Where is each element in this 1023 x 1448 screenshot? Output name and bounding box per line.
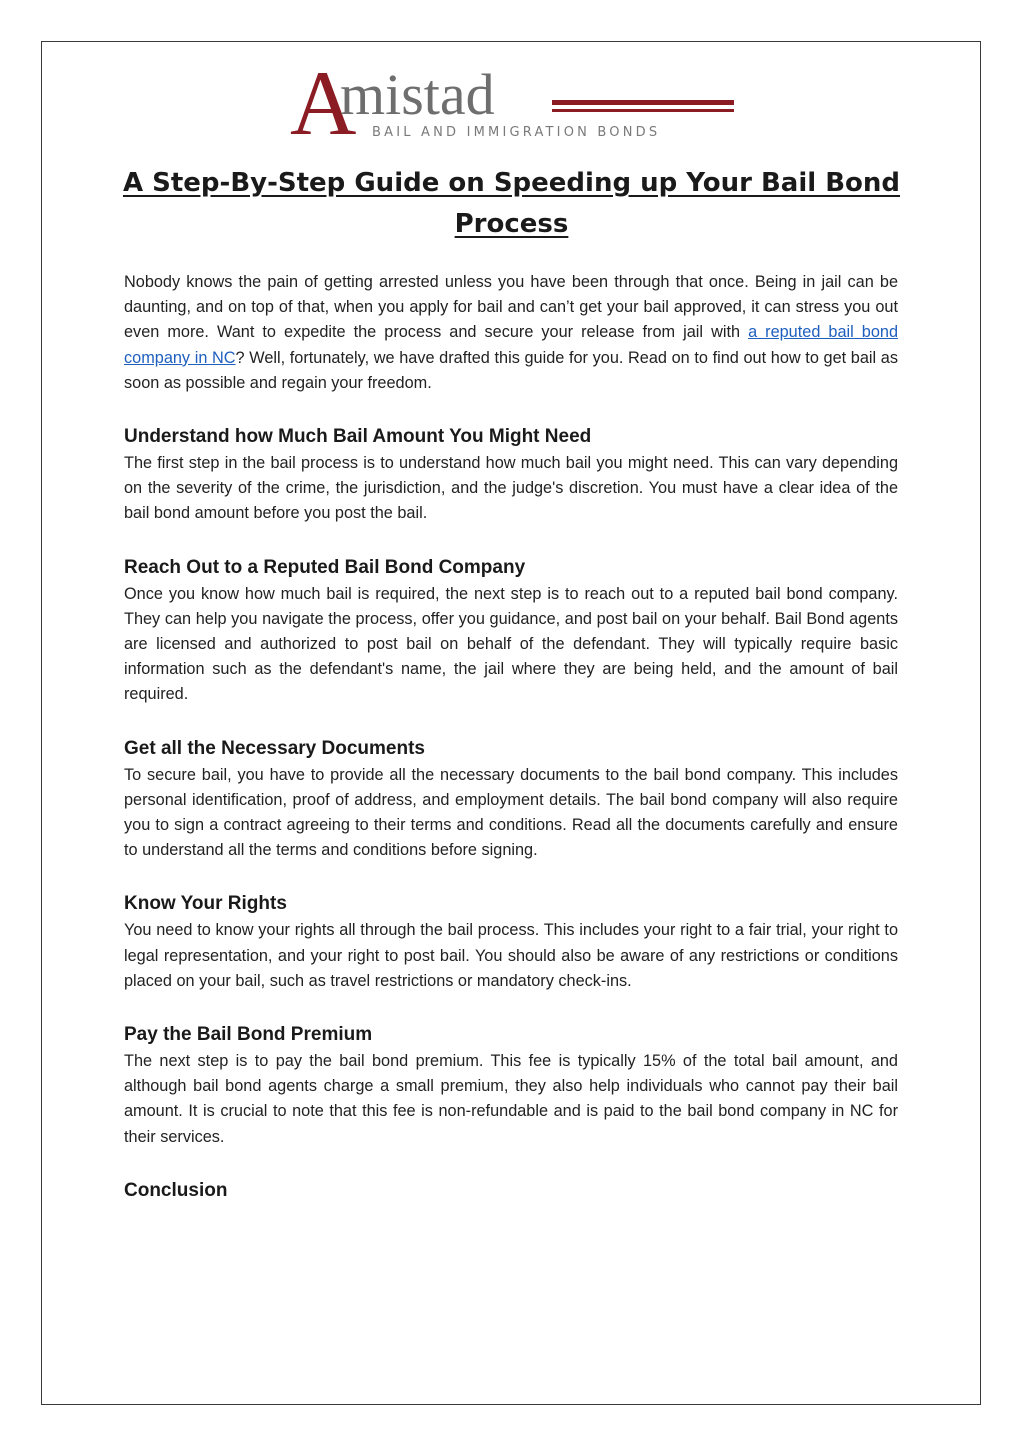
logo-wordmark-rest: mistad [340, 62, 495, 127]
section-body-premium: The next step is to pay the bail bond premium. This fee is typically 15% of the total bail amount, and although bail bond agents charge a small premium, they also help individuals who cannot pay their bail amount. It is crucial to note that this fee is non-refundable and is paid to the bail bond company in NC for their services. [124, 1052, 898, 1146]
bail-bond-company-link[interactable]: a reputed bail bond company in NC [124, 323, 898, 367]
amistad-logo-graphic [290, 58, 740, 142]
article-body [124, 270, 898, 1205]
logo-rule-red-thin [552, 109, 734, 112]
logo-tagline: BAIL AND IMMIGRATION BONDS [372, 125, 661, 140]
page-title: A Step-By-Step Guide on Speeding up Your Bail Bond Process [122, 168, 901, 239]
logo-letter-a: A [290, 58, 357, 142]
amistad-logo [290, 58, 740, 142]
section-body-bail-amount: The first step in the bail process is to understand how much bail you might need. This can vary depending on the severity of the crime, the jurisdiction, and the judge's discretion. You must have a clear idea of the bail bond amount before you post the bail. [124, 454, 898, 523]
section-heading-premium: Pay the Bail Bond Premium [124, 1024, 373, 1046]
section-heading-conclusion: Conclusion [124, 1179, 228, 1201]
section-body-reach-out: Once you know how much bail is required, the next step is to reach out to a reputed bail bond company. They can help you navigate the process, offer you guidance, and post bail on your behalf. Bail Bond agents are licensed and authorized to post bail on behalf of the defendant. They will typically require basic information such as the defendant's name, the jail where they are being held, and the amount of bail required. [124, 584, 898, 704]
intro-paragraph: Nobody knows the pain of getting arrested unless you have been through that once. Being in jail can be daunting, and on top of that, when you apply for bail and can’t get your bail approved, it can stress you out even more. Want to expedite the process and secure your release from jail with a reputed bail bond company in NC? Well, fortunately, we have drafted this guide for you. Read on to find out how to get bail as soon as possible and regain your freedom. [124, 273, 898, 392]
section-heading-reach-out: Reach Out to a Reputed Bail Bond Company [124, 556, 526, 578]
section-heading-rights: Know Your Rights [124, 893, 287, 915]
section-heading-bail-amount: Understand how Much Bail Amount You Might Need [124, 426, 592, 448]
logo-rule-red [552, 100, 734, 105]
section-body-documents: To secure bail, you have to provide all the necessary documents to the bail bond company. This includes personal identification, proof of address, and employment details. The bail bond company will also require you to sign a contract agreeing to their terms and conditions. Read all the documents carefully and ensure to understand all the terms and conditions before signing. [124, 765, 898, 860]
section-heading-documents: Get all the Necessary Documents [124, 737, 425, 759]
section-body-rights: You need to know your rights all through the bail process. This includes your right to a fair trial, your right to legal representation, and your right to post bail. You should also be aware of any restrictions or conditions placed on your bail, such as travel restrictions or mandatory check-ins. [124, 921, 898, 990]
